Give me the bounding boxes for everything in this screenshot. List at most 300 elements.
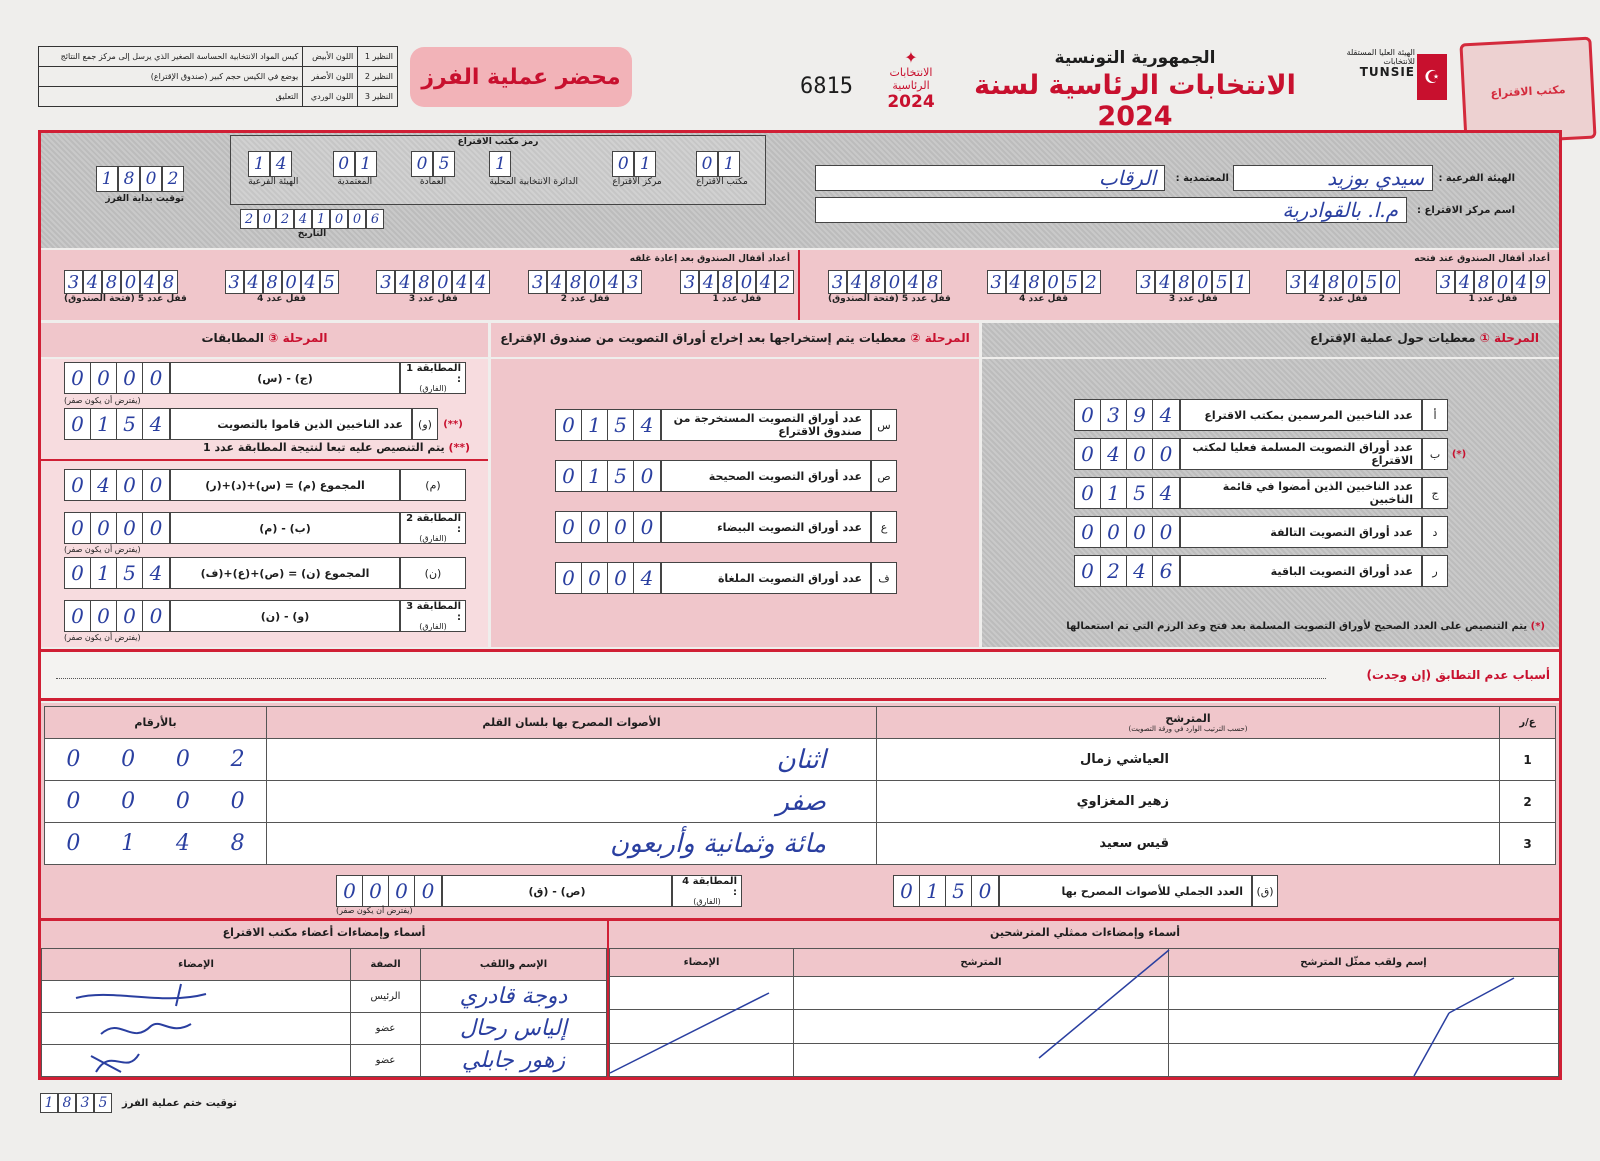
republic-title: الجمهورية التونسية [1054,48,1216,68]
end-time-box [40,1093,237,1113]
footnote-text: يتم التنصيص على العدد الصحيح لأوراق التصويت المسلمة بعد فتح وعد الرزم التي تم استعمالها [1066,621,1528,632]
digit-cell: 0 [117,513,143,543]
digit-cell: 8 [923,270,942,294]
digit-cell: 4 [756,270,775,294]
strike-line [1449,978,1514,1013]
row-text: عدد الناخبين الذين أمضوا في قائمة الناخبين [1180,477,1422,509]
digit-cell: 0 [1159,520,1173,544]
voters-row [64,408,468,440]
digit-cell: 5 [1212,270,1231,294]
row-value[interactable] [1074,438,1180,470]
digit-cell: 0 [978,879,992,903]
digit-cell: 0 [65,601,91,631]
n-code: (ن) [400,557,466,589]
digit-cell: 1 [91,558,117,588]
election-title: الانتخابات الرئاسية لسنة 2024 [974,70,1296,132]
digit-cell: 2 [162,166,184,192]
sub-authority-label: الهيئة الفرعية : [1438,172,1515,184]
digit-cell: 4 [471,270,490,294]
lock-number[interactable] [1436,270,1550,294]
question-row [1070,399,1470,431]
n-value[interactable] [64,557,170,589]
digit-cell: 8 [718,270,737,294]
digit-cell: 2 [276,209,294,229]
col-digits-header: بالأرقام [45,707,267,739]
digit-cell: 8 [263,270,282,294]
center-field[interactable]: م.ا. بالقوادرية [815,197,1407,223]
digit-cell: 8 [1025,270,1044,294]
stage3-title-text: المطابقات [201,331,265,345]
copy-legend-table [38,46,398,107]
digit-cell: 0 [333,151,355,177]
digit-cell: 4 [1101,439,1127,469]
digit-cell: 0 [1075,439,1101,469]
digit-cell: 9 [1531,270,1550,294]
lock-label: قفل عدد 5 (فتحة الصندوق) [828,294,951,304]
digit-cell: 4 [847,270,866,294]
row-code: د [1422,516,1448,548]
q-code: (ق) [1252,875,1278,907]
digit-cell: 4 [294,209,312,229]
office-code-title: رمز مكتب الاقتراع [457,137,539,147]
code-group [411,151,455,187]
match3-sub: (الفارق) [419,621,447,631]
locks-on-open-title: أعداد أقفال الصندوق عند فتحه [1414,254,1550,264]
votes-in-words[interactable]: مائة وثمانية وأربعون [267,823,877,865]
digit-cell: 1 [1231,270,1250,294]
digit-cell: 4 [301,270,320,294]
start-time-box [96,166,184,204]
col-name-title: المترشح [1165,712,1211,725]
isie-abbr: TUNSIE [1359,65,1415,80]
match1-row [64,362,466,394]
stamp-text: مكتب الاقتراع [1490,82,1566,100]
digit-cell: 2 [1101,556,1127,586]
digit-cell: 4 [395,270,414,294]
digit-cell: 1 [582,461,608,491]
digit-cell: 5 [117,558,143,588]
m-value[interactable] [64,469,170,501]
isie-logo [1325,48,1415,80]
digit-cell: 3 [680,270,699,294]
row-text: عدد أوراق التصويت البيضاء [661,511,871,543]
digit-cell: 1 [634,151,656,177]
match1-sub: (الفارق) [419,383,447,393]
digit-cell: 0 [1493,270,1512,294]
candidate-number: 2 [1500,781,1556,823]
lock-number[interactable] [1136,270,1250,294]
member-name[interactable]: دوجة قادري [421,981,607,1013]
stage1-prefix: المرحلة ① [1479,331,1539,345]
m-formula: المجموع (م) = (س)+(د)+(ر) [170,469,400,501]
digit-cell: 0 [612,151,634,177]
digit-cell: 4 [452,270,471,294]
row-value[interactable] [555,562,661,594]
digit-cell: 3 [64,270,83,294]
row-value[interactable] [1074,477,1180,509]
row-value[interactable] [1074,399,1180,431]
digit-cell: 5 [94,1093,112,1113]
digit-cell: 0 [556,461,582,491]
row-code: ر [1422,555,1448,587]
logo-mark-icon: ✦ [904,48,918,67]
candidate-name: قيس سعيد [877,823,1500,865]
digit-cell: 0 [121,747,136,772]
zero-note: (يفترض أن يكون صفر) [64,545,141,554]
lock-group [376,270,490,304]
digit-cell: 4 [91,470,117,500]
members-col-role: الصفة [351,949,421,981]
digit-cell: 4 [1159,403,1173,427]
q-value[interactable] [893,875,999,907]
digit-cell: 0 [1343,270,1362,294]
w-mark: (**) [443,418,463,430]
m-code: (م) [400,469,466,501]
members-col-name: الإسم واللقب [421,949,607,981]
digit-cell: 0 [330,209,348,229]
start-time-digits [96,166,184,192]
stage3-prefix: المرحلة ③ [268,331,328,345]
digit-cell: 0 [337,876,363,906]
digit-cell: 3 [1286,270,1305,294]
digit-cell: 0 [348,209,366,229]
candidates-body [45,739,1556,865]
lock-label: قفل عدد 1 [712,294,762,304]
digit-cell: 0 [556,563,582,593]
strike-line [610,993,769,1073]
row-text: عدد الناخبين المرسمين بمكتب الاقتراع [1180,399,1422,431]
digit-cell: 4 [244,270,263,294]
row-value[interactable] [1074,516,1180,548]
candidate-number: 3 [1500,823,1556,865]
member-name[interactable]: إلياس رحال [421,1013,607,1045]
candidate-name: العياشي زمال [877,739,1500,781]
candidate-row [45,739,1556,781]
digit-cell: 3 [225,270,244,294]
stage1-footnote [1000,621,1545,632]
digit-cell: 0 [363,876,389,906]
digit-cell: 4 [1305,270,1324,294]
mismatch-field[interactable] [56,678,1326,679]
row-value[interactable] [555,460,661,492]
digit-cell: 2 [230,747,245,772]
legend-code: النظير 2 [358,67,398,87]
totals-section [41,868,1559,918]
digit-cell: 8 [118,166,140,192]
w-note-text: يتم التنصيص عليه تبعا لنتيجة المطابقة عدد 1 [202,441,445,454]
locks-on-open [828,270,1550,304]
row-mark-spacer [897,460,919,492]
col-num-header: ع/ر [1500,707,1556,739]
document-title-badge: محضر عملية الفرز [410,47,632,107]
candidates-table [44,706,1556,865]
row-text: عدد أوراق التصويت الملغاة [661,562,871,594]
digit-cell: 0 [1075,556,1101,586]
digit-cell: 0 [149,604,163,628]
zero-note: (يفترض أن يكون صفر) [336,906,413,915]
digit-cell: 3 [1436,270,1455,294]
reps-col-signature: الإمضاء [610,949,794,977]
digit-cell: 0 [389,876,415,906]
match1-value[interactable] [64,362,170,394]
digit-cell: 4 [640,413,654,437]
n-formula: المجموع (ن) = (ص)+(ع)+(ف) [170,557,400,589]
digit-cell: 0 [66,789,81,814]
digit-cell: 5 [1362,270,1381,294]
row-text: عدد أوراق التصويت الباقية [1180,555,1422,587]
digit-cell: 0 [608,512,634,542]
digit-cell: 0 [117,363,143,393]
digit-cell: 0 [117,601,143,631]
row-code: ف [871,562,897,594]
isie-text: الهيئة العليا المستقلة للانتخابات [1346,48,1415,67]
digit-cell: 2 [775,270,794,294]
strike-line [1039,950,1169,1058]
digit-cell: 4 [140,270,159,294]
lock-number[interactable] [987,270,1101,294]
lock-number[interactable] [376,270,490,294]
votes-in-digits[interactable] [45,739,267,781]
legend-color: اللون الوردي [303,87,358,107]
code-group [248,151,298,187]
digit-cell: 4 [1159,481,1173,505]
digit-cell: 5 [320,270,339,294]
digit-cell: 0 [696,151,718,177]
digit-cell: 1 [248,151,270,177]
end-time-label: توقيت ختم عملية الفرز [122,1097,237,1109]
col-name-header [877,707,1500,739]
lock-label: قفل عدد 2 [1318,294,1368,304]
logo-line2: الرئاسية [892,79,930,93]
serial-number: 6815 [800,74,853,99]
code-label: مكتب الاقتراع [696,177,748,187]
header-titles [960,48,1310,132]
row-text: عدد أوراق التصويت المسلمة فعليا لمكتب الاقتراع [1180,438,1422,470]
digit-cell: 6 [366,209,384,229]
legend-code: النظير 3 [358,87,398,107]
member-name[interactable]: زهور جابلي [421,1045,607,1077]
digit-cell: 4 [149,561,163,585]
stage1-title [982,331,1559,345]
match3-value[interactable] [64,600,170,632]
votes-in-words[interactable]: صفر [267,781,877,823]
digit-cell: 3 [623,270,642,294]
digit-cell: 0 [556,512,582,542]
lock-group [225,270,339,304]
digit-cell: 4 [1006,270,1025,294]
digit-cell: 1 [489,151,511,177]
match4-row [336,875,742,907]
match2-value[interactable] [64,512,170,544]
lock-group [64,270,187,304]
code-label: الدائرة الانتخابية المحلية [489,177,578,187]
digit-cell: 0 [140,166,162,192]
delegation-field[interactable]: الرقاب [815,165,1165,191]
digit-cell: 5 [433,151,455,177]
match4-value[interactable] [336,875,442,907]
digit-cell: 5 [1127,478,1153,508]
digit-cell: 1 [121,831,136,856]
legend-desc: التعليق [39,87,303,107]
digit-cell: 0 [421,879,435,903]
digit-cell: 8 [230,831,245,856]
row-value[interactable] [555,409,661,441]
code-label: المعتمدية [337,177,373,187]
stage3-divider [41,459,488,461]
end-time-digits [40,1093,112,1113]
digit-cell: 4 [1455,270,1474,294]
digit-cell: 0 [66,747,81,772]
legend-desc: كيس المواد الانتخابية الحساسة الصغير الذي يرسل إلى مركز جمع النتائج [39,47,303,67]
digit-cell: 1 [40,1093,58,1113]
digit-cell: 8 [159,270,178,294]
candidate-name: زهير المغزاوي [877,781,1500,823]
row-value[interactable] [555,511,661,543]
match2-formula: (ب) - (م) [170,512,400,544]
lock-group [1286,270,1400,304]
digit-cell: 6 [1159,559,1173,583]
digit-cell: 5 [946,876,972,906]
digit-cell: 0 [433,270,452,294]
digit-cell: 9 [1127,400,1153,430]
lock-number[interactable] [680,270,794,294]
digit-cell: 0 [149,473,163,497]
date-box [240,209,384,239]
digit-cell: 4 [547,270,566,294]
match2-label: المطابقة 2 : [406,512,461,535]
locks-after-close [64,270,794,304]
stage2-prefix: المرحلة ② [910,331,970,345]
code-label: الهيئة الفرعية [248,177,299,187]
votes-digit-group [46,831,265,856]
sub-authority-field[interactable]: سيدي بوزيد [1233,165,1433,191]
digit-cell: 3 [76,1093,94,1113]
member-role: عضو [351,1045,421,1077]
legend-color: اللون الأبيض [303,47,358,67]
row-code: ع [871,511,897,543]
lock-number[interactable] [528,270,642,294]
row-text: عدد أوراق التصويت المستخرجة من صندوق الاقتراع [661,409,871,441]
lock-label: قفل عدد 3 [408,294,458,304]
digit-cell: 1 [312,209,330,229]
code-group [489,151,578,187]
w-value[interactable] [64,408,170,440]
question-row [1070,555,1470,587]
digit-cell: 3 [528,270,547,294]
code-group [333,151,377,187]
digit-cell: 0 [1159,442,1173,466]
candidate-number: 1 [1500,739,1556,781]
digit-cell: 0 [149,366,163,390]
row-mark-spacer [897,562,919,594]
col-name-sub: (حسب الترتيب الوارد في ورقة التصويت) [1128,725,1248,733]
office-code-box [230,135,766,205]
digit-cell: 0 [149,516,163,540]
match3-label: المطابقة 3 : [406,600,461,623]
locks-after-close-title: أعداد أقفال الصندوق بعد إعادة غلقه [629,254,790,264]
logo-line1: الانتخابات [889,66,933,79]
digit-cell: 1 [920,876,946,906]
digit-cell: 0 [582,512,608,542]
digit-cell: 8 [414,270,433,294]
code-group [696,151,748,187]
digit-cell: 0 [582,563,608,593]
code-label: مركز الاقتراع [612,177,662,187]
question-row [545,460,919,492]
digit-cell: 0 [117,470,143,500]
lock-label: قفل عدد 4 [257,294,307,304]
lock-group [1136,270,1250,304]
q-text: العدد الجملي للأصوات المصرح بها [999,875,1252,907]
digit-cell: 0 [885,270,904,294]
digit-cell: 0 [1075,517,1101,547]
start-time-label: توقيت بداية الفرز [105,194,184,204]
election-logo [880,50,942,113]
signature-member-2 [91,1054,139,1072]
reps-strike-lines [609,948,1559,1077]
lock-number[interactable] [828,270,951,294]
digit-cell: 0 [230,789,245,814]
lock-label: قفل عدد 5 (فتحة الصندوق) [64,294,187,304]
question-row [545,409,919,441]
votes-in-digits[interactable] [45,781,267,823]
lock-number[interactable] [1286,270,1400,294]
digit-cell: 3 [376,270,395,294]
digit-cell: 4 [904,270,923,294]
match1-formula: (ج) - (س) [170,362,400,394]
candidate-row [45,823,1556,865]
digit-cell: 5 [1063,270,1082,294]
match3-formula: (و) - (ن) [170,600,400,632]
digit-cell: 8 [102,270,121,294]
digit-cell: 3 [828,270,847,294]
member-role: عضو [351,1013,421,1045]
lock-group [680,270,794,304]
match3-label-cell [400,600,466,632]
votes-in-digits[interactable] [45,823,267,865]
votes-in-words[interactable]: اثنان [267,739,877,781]
digit-cell: 0 [282,270,301,294]
lock-group [828,270,951,304]
m-row [64,469,466,501]
row-code: س [871,409,897,441]
digit-cell: 3 [1136,270,1155,294]
digit-cell: 0 [65,470,91,500]
code-group [612,151,661,187]
center-label: اسم مركز الاقتراع : [1417,204,1515,216]
digit-cell: 0 [66,831,81,856]
match4-formula: (ص) - (ق) [442,875,672,907]
lock-number[interactable] [64,270,187,294]
row-value[interactable] [1074,555,1180,587]
row-mark-spacer [1448,477,1470,509]
match2-row [64,512,466,544]
digit-cell: 0 [121,270,140,294]
digit-cell: 4 [1127,556,1153,586]
digit-cell: 0 [91,601,117,631]
lock-group [987,270,1101,304]
mismatch-label: أسباب عدم التطابق (إن وجدت) [1366,668,1550,682]
row-code: أ [1422,399,1448,431]
lock-number[interactable] [225,270,339,294]
logo-year: 2024 [887,92,935,113]
zero-note: (يفترض أن يكون صفر) [64,633,141,642]
digit-cell: 3 [1101,400,1127,430]
stage1-title-text: معطيات حول عملية الإقتراع [1310,331,1476,345]
signature-president [76,984,206,1006]
members-title: أسماء وإمضاءات أعضاء مكتب الاقتراع [222,926,426,939]
question-row [1070,477,1470,509]
